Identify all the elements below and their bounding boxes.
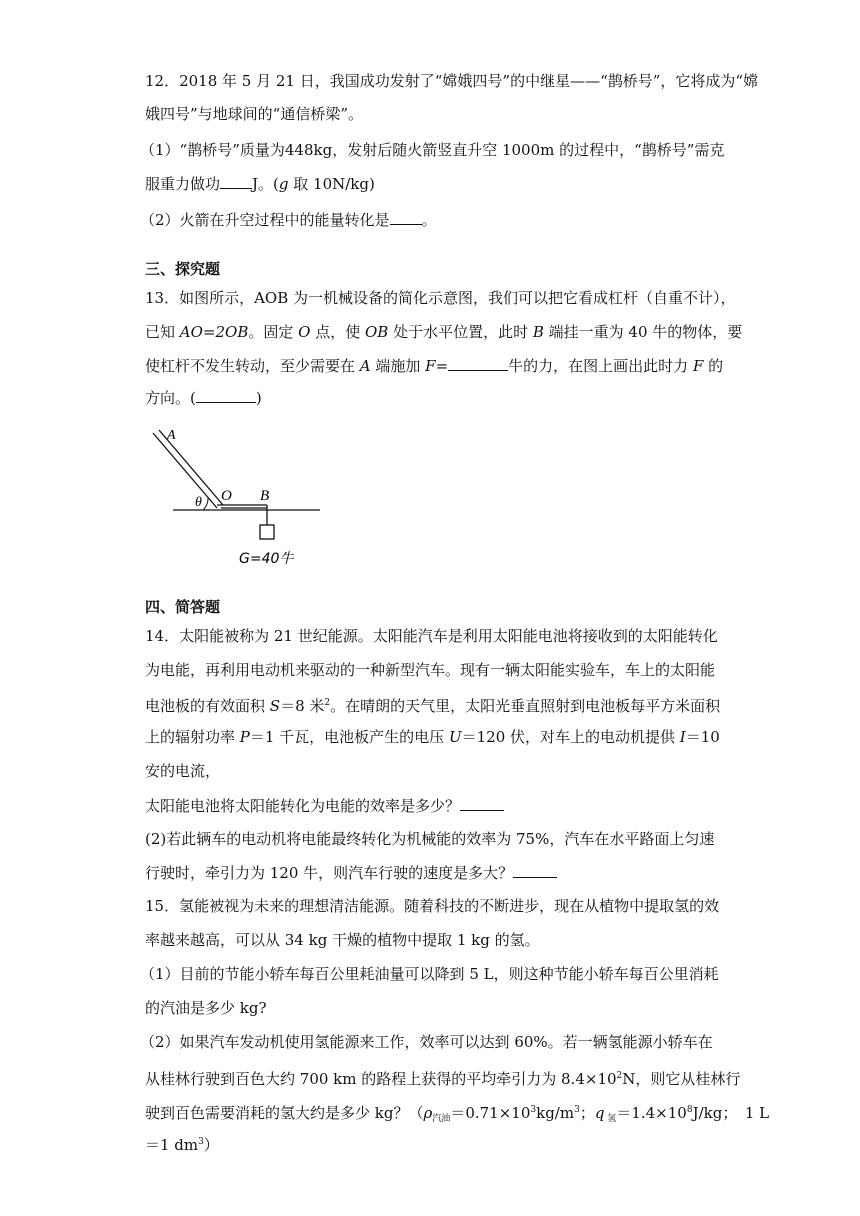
rho-symbol: ρ [423, 1104, 433, 1122]
q15-line-8 [145, 1132, 720, 1152]
q14-symbol: I [679, 728, 686, 746]
q13-symbol: A [359, 357, 371, 375]
lever-figure [145, 425, 320, 575]
q12-part2-line [140, 210, 715, 230]
q14-line-1 [145, 626, 720, 646]
q13-line-4 [145, 388, 720, 408]
q14-text: 。在晴朗的天气里，太阳光垂直照射到电池板每平方米面积 [330, 697, 721, 715]
q13-symbol: B [532, 323, 544, 341]
answer-blank[interactable] [448, 356, 508, 371]
q14-line-3 [145, 693, 720, 713]
q14-line-4 [145, 727, 720, 747]
q14-text: ＝120 伏，对车上的电动机提供 [461, 728, 680, 746]
q14-superscript: 2 [324, 698, 331, 708]
q15-text: （2）如果汽车发动机使用氢能源来工作，效率可以达到 60%。若一辆氢能源小轿车在 [140, 1033, 713, 1051]
q15-subscript: 氢 [604, 1114, 617, 1124]
q15-text: ＝1.4×10 [616, 1104, 687, 1122]
q15-superscript: 3 [198, 1137, 204, 1147]
q14-text: 安的电流， [145, 762, 221, 780]
q15-text: ） [203, 1136, 219, 1154]
label-theta: θ [195, 495, 202, 510]
q12-part1-line-1 [140, 140, 725, 160]
q14-line-6 [145, 796, 720, 816]
q13-text: 的 [703, 357, 724, 375]
q15-superscript: 3 [574, 1105, 580, 1115]
q15-text: 驶到百色需要消耗的氢大约是多少 kg？（ [145, 1104, 424, 1122]
q14-text: 电池板的有效面积 [145, 697, 270, 715]
q15-line-3 [140, 964, 719, 984]
q15-text: 率越来越高，可以从 34 kg 干燥的植物中提取 1 kg 的氢。 [145, 931, 540, 949]
q13-text: 已知 [145, 323, 180, 341]
q12-part2-text: （2）火箭在升空过程中的能量转化是 [140, 211, 390, 229]
q14-line-2 [145, 660, 720, 680]
q15-text: kg/m [536, 1104, 575, 1122]
q13-text: 13．如图所示，AOB 为一机械设备的简化示意图，我们可以把它看成杠杆（自重不计）， [145, 289, 736, 307]
q12-part1-text: （1）“鹊桥号”质量为448kg，发射后随火箭竖直升空 1000m 的过程中，“鹊桥号”需克 [140, 141, 725, 159]
q15-text: 从桂林行驶到百色大约 700 km 的路程上获得的平均牵引力为 8.4×10 [145, 1070, 617, 1088]
q13-line-1 [145, 288, 736, 308]
q14-symbol: S [269, 697, 281, 715]
q15-subscript: 汽油 [432, 1114, 451, 1124]
q15-text: 15．氢能被视为未来的理想清洁能源。随着科技的不断进步，现在从植物中提取氢的效 [145, 897, 720, 915]
q15-text: 的汽油是多少 kg? [145, 999, 267, 1017]
answer-blank[interactable] [513, 863, 557, 878]
q15-line-1 [145, 896, 720, 916]
q14-symbol: U [448, 728, 462, 746]
q13-symbol: OB [364, 323, 389, 341]
q15-text: J/kg； 1 L [692, 1104, 770, 1122]
label-a: A [167, 428, 176, 443]
q14-text: 14．太阳能被称为 21 世纪能源。太阳能汽车是利用太阳能电池将接收到的太阳能转化 [145, 627, 718, 645]
q13-text: 端施加 [370, 357, 426, 375]
q15-superscript: 2 [616, 1071, 623, 1081]
q15-line-7 [145, 1100, 770, 1124]
label-b: B [260, 488, 270, 504]
q15-line-6 [145, 1066, 741, 1088]
q12-part2-text: 。 [421, 211, 437, 229]
q13-symbol: F [425, 357, 436, 375]
lever-arm-oa [153, 433, 217, 508]
q13-text: ) [255, 389, 262, 407]
q13-text: 点，使 [310, 323, 365, 341]
q12-part1-text: 取 10N/kg) [288, 175, 375, 193]
q12-part1-text: J。( [252, 175, 279, 193]
q14-text: ＝1 千瓦，电池板产生的电压 [249, 728, 449, 746]
q13-line-3 [145, 356, 724, 376]
q15-text: ； [579, 1104, 595, 1122]
q13-text: 端挂一重为 40 牛的物体，要 [543, 323, 743, 341]
q15-superscript: 3 [530, 1105, 537, 1115]
q13-symbol: AO=2OB [179, 323, 249, 341]
q13-line-2 [145, 322, 743, 342]
q15-text: ＝1 dm [145, 1136, 199, 1154]
q15-line-2 [145, 930, 720, 950]
weight-block [260, 525, 274, 539]
q13-text: 处于水平位置，此时 [388, 323, 533, 341]
q12-line-2 [145, 104, 720, 124]
answer-blank[interactable] [390, 210, 422, 225]
q12-part1-line-2 [145, 174, 720, 194]
q14-symbol: P [239, 728, 250, 746]
q15-superscript: 8 [686, 1105, 693, 1115]
section-heading-3: 三、探究题 [145, 260, 221, 278]
q14-line-8 [145, 863, 720, 883]
q14-line-5 [145, 761, 720, 781]
theta-arc [203, 498, 208, 510]
q13-symbol: O [298, 323, 311, 341]
q15-line-4 [145, 998, 720, 1018]
q15-line-5 [140, 1032, 715, 1052]
answer-blank[interactable] [220, 174, 252, 189]
q13-text: 。固定 [248, 323, 299, 341]
label-o: O [221, 488, 232, 504]
q14-text: 太阳能电池将太阳能转化为电能的效率是多少？ [145, 797, 461, 815]
q13-text: 使杠杆不发生转动，至少需要在 [145, 357, 360, 375]
q13-symbol: F [692, 357, 704, 375]
q13-text: 牛的力，在图上画出此时力 [508, 357, 693, 375]
answer-blank[interactable] [460, 796, 504, 811]
q14-text: (2)若此辆车的电动机将电能最终转化为机械能的效率为 75%，汽车在水平路面上匀速 [145, 830, 715, 848]
answer-blank[interactable] [196, 388, 256, 403]
label-weight: G=40牛 [239, 551, 294, 567]
q-symbol: q [594, 1104, 605, 1122]
q13-text: = [435, 357, 449, 375]
q15-text: N，则它从桂林行 [622, 1070, 741, 1088]
q14-text: ＝10 [685, 728, 720, 746]
q14-text: 上的辐射功率 [145, 728, 240, 746]
q12-line-1 [145, 71, 759, 91]
q14-text: ＝8 米 [280, 697, 325, 715]
q14-text: 为电能，再利用电动机来驱动的一种新型汽车。现有一辆太阳能实验车，车上的太阳能 [145, 661, 716, 679]
q14-text: 行驶时，牵引力为 120 牛，则汽车行驶的速度是多大？ [145, 864, 514, 882]
q13-text: 方向。( [145, 389, 196, 407]
g-symbol: g [278, 175, 289, 193]
q15-text: （1）目前的节能小轿车每百公里耗油量可以降到 5 L，则这种节能小轿车每百公里消耗 [140, 965, 719, 983]
q15-text: ＝0.71×10 [450, 1104, 531, 1122]
section-heading-4: 四、简答题 [145, 598, 221, 616]
q12-text: 12．2018 年 5 月 21 日，我国成功发射了“嫦娥四号”的中继星——“鹊桥号”，它将成为“嫦 [145, 72, 759, 90]
q12-part1-text: 服重力做功 [145, 175, 221, 193]
q12-text: 娥四号”与地球间的“通信桥梁”。 [145, 105, 364, 123]
q14-line-7 [145, 829, 720, 849]
